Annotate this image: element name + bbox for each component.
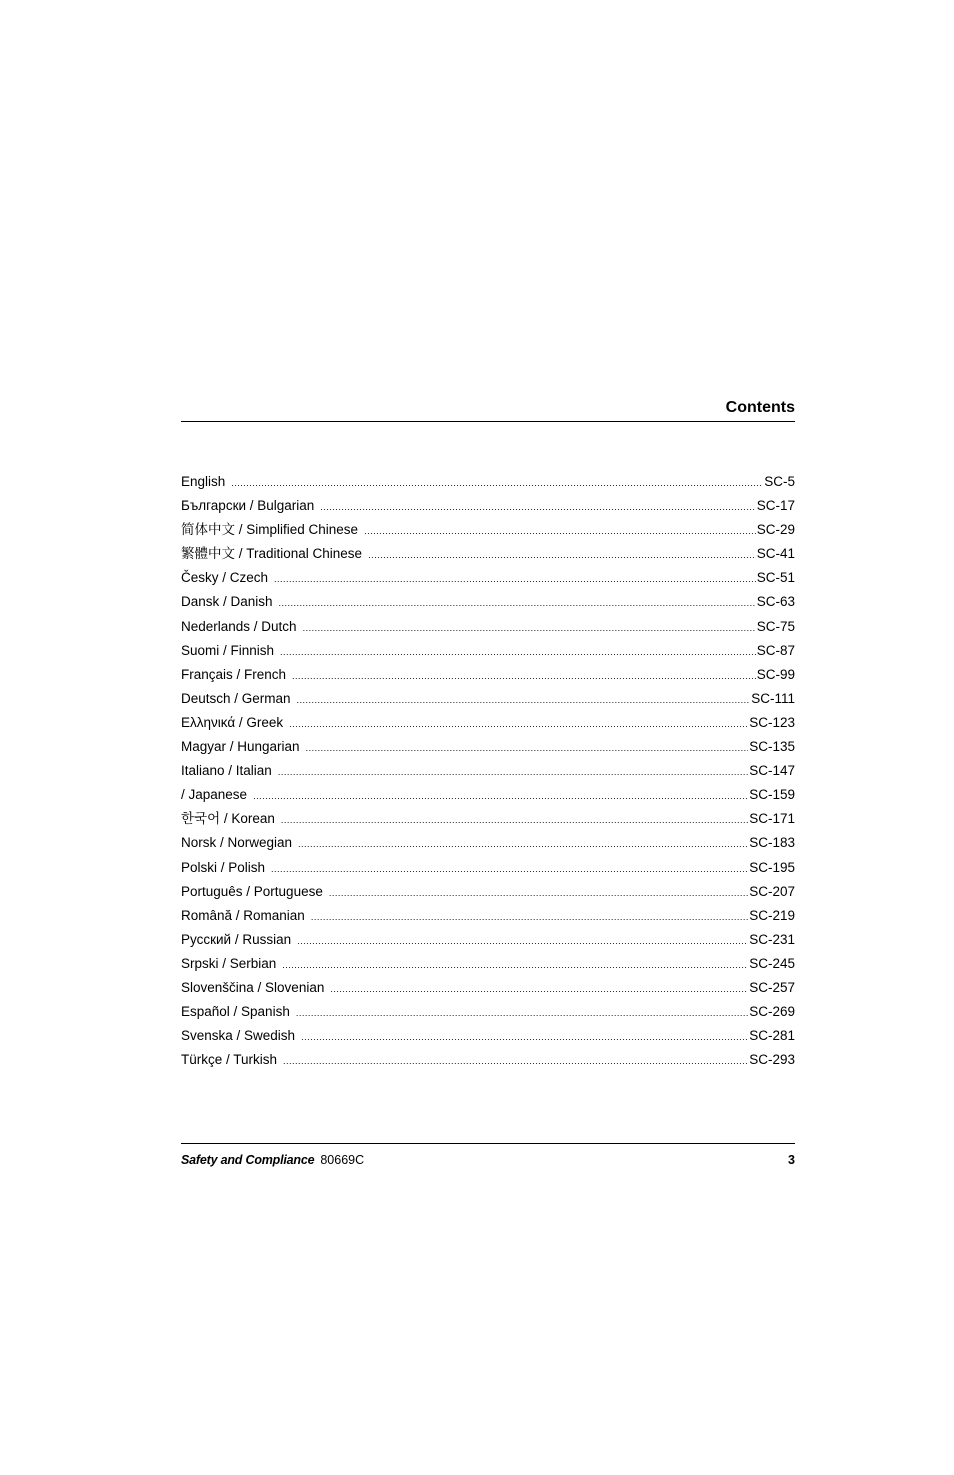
page-title: Contents <box>725 399 795 416</box>
toc-dot-leader <box>282 955 748 975</box>
toc-entry-page: SC-183 <box>749 835 795 851</box>
toc-dot-leader <box>329 883 748 903</box>
toc-entry-bulgarian[interactable] <box>181 496 795 520</box>
toc-entry-traditional-chinese[interactable] <box>181 544 795 568</box>
toc-dot-leader <box>330 979 748 999</box>
toc-entry-page: SC-159 <box>749 787 795 803</box>
toc-entry-label: Русский / Russian <box>181 931 292 947</box>
toc-entry-label: Magyar / Hungarian <box>181 739 300 755</box>
toc-entry-italian[interactable] <box>181 761 795 785</box>
toc-entry-page: SC-51 <box>756 570 795 586</box>
toc-entry-russian[interactable] <box>181 930 795 954</box>
toc-entry-label: Български / Bulgarian <box>181 498 315 514</box>
document-page <box>181 0 795 1475</box>
toc-entry-label: 简体中文 / Simplified Chinese <box>181 522 359 538</box>
toc-entry-page: SC-99 <box>756 666 795 682</box>
footer-document-title: Safety and Compliance <box>181 1153 315 1167</box>
toc-dot-leader <box>279 593 756 613</box>
toc-entry-label: Ελληνικά / Greek <box>181 714 284 730</box>
toc-entry-label: / Japanese <box>181 787 248 803</box>
toc-entry-japanese[interactable] <box>181 785 795 809</box>
toc-entry-swedish[interactable] <box>181 1026 795 1050</box>
toc-entry-page: SC-269 <box>749 1004 795 1020</box>
toc-entry-label: Español / Spanish <box>181 1004 290 1020</box>
toc-entry-page: SC-63 <box>756 594 795 610</box>
toc-dot-leader <box>320 497 755 517</box>
toc-entry-page: SC-41 <box>756 546 795 562</box>
toc-entry-label: Português / Portuguese <box>181 883 323 899</box>
toc-entry-slovenian[interactable] <box>181 978 795 1002</box>
toc-entry-label: Slovenščina / Slovenian <box>181 979 325 995</box>
toc-dot-leader <box>274 569 756 589</box>
toc-dot-leader <box>231 473 763 493</box>
toc-entry-label: Norsk / Norwegian <box>181 835 293 851</box>
toc-entry-label: Français / French <box>181 666 287 682</box>
toc-entry-label: Italiano / Italian <box>181 763 272 779</box>
toc-entry-label: Svenska / Swedish <box>181 1028 296 1044</box>
toc-entry-norwegian[interactable] <box>181 833 795 857</box>
toc-dot-leader <box>283 1051 748 1071</box>
toc-entry-page: SC-5 <box>764 474 795 489</box>
toc-entry-label: Srpski / Serbian <box>181 955 277 971</box>
toc-entry-label: Suomi / Finnish <box>181 642 275 658</box>
toc-entry-label: 繁體中文 / Traditional Chinese <box>181 546 363 562</box>
header-divider <box>181 421 795 422</box>
toc-entry-page: SC-87 <box>756 642 795 658</box>
toc-entry-page: SC-29 <box>756 522 795 538</box>
toc-dot-leader <box>296 1003 748 1023</box>
toc-entry-page: SC-147 <box>749 763 795 779</box>
toc-entry-page: SC-207 <box>749 883 795 899</box>
toc-entry-finnish[interactable] <box>181 641 795 665</box>
toc-entry-label: Deutsch / German <box>181 690 291 706</box>
toc-entry-turkish[interactable] <box>181 1050 795 1074</box>
toc-entry-page: SC-219 <box>749 907 795 923</box>
toc-entry-page: SC-17 <box>756 498 795 514</box>
toc-entry-polish[interactable] <box>181 858 795 882</box>
toc-dot-leader <box>301 1027 748 1047</box>
toc-entry-french[interactable] <box>181 665 795 689</box>
toc-dot-leader <box>253 786 748 806</box>
toc-entry-page: SC-195 <box>749 859 795 875</box>
table-of-contents <box>181 472 795 1074</box>
page-footer <box>181 1152 795 1168</box>
toc-entry-serbian[interactable] <box>181 954 795 978</box>
toc-entry-czech[interactable] <box>181 568 795 592</box>
toc-dot-leader <box>298 834 748 854</box>
toc-dot-leader <box>281 810 748 830</box>
toc-dot-leader <box>280 642 756 662</box>
toc-entry-label: Polski / Polish <box>181 859 266 875</box>
toc-entry-hungarian[interactable] <box>181 737 795 761</box>
toc-entry-label: Nederlands / Dutch <box>181 618 297 634</box>
toc-dot-leader <box>311 907 748 927</box>
toc-dot-leader <box>297 931 748 951</box>
toc-entry-page: SC-75 <box>756 618 795 634</box>
toc-entry-danish[interactable] <box>181 592 795 616</box>
toc-entry-spanish[interactable] <box>181 1002 795 1026</box>
toc-entry-portuguese[interactable] <box>181 882 795 906</box>
toc-dot-leader <box>297 690 751 710</box>
toc-entry-page: SC-281 <box>749 1028 795 1044</box>
toc-dot-leader <box>271 859 748 879</box>
toc-entry-label: Česky / Czech <box>181 570 269 586</box>
toc-entry-german[interactable] <box>181 689 795 713</box>
toc-entry-page: SC-245 <box>749 955 795 971</box>
toc-entry-page: SC-257 <box>749 979 795 995</box>
toc-entry-label: Română / Romanian <box>181 907 305 923</box>
toc-entry-page: SC-171 <box>749 811 795 827</box>
toc-dot-leader <box>368 545 756 565</box>
toc-dot-leader <box>364 521 756 541</box>
footer-document-code: 80669C <box>320 1153 365 1167</box>
toc-entry-page: SC-293 <box>749 1052 795 1068</box>
toc-entry-page: SC-123 <box>749 714 795 730</box>
toc-dot-leader <box>306 738 749 758</box>
toc-entry-label: Türkçe / Turkish <box>181 1052 278 1068</box>
toc-entry-page: SC-111 <box>751 690 795 706</box>
toc-entry-label: Dansk / Danish <box>181 594 273 610</box>
toc-entry-label: English <box>181 474 226 489</box>
footer-page-number: 3 <box>788 1153 795 1167</box>
footer-divider <box>181 1143 795 1144</box>
toc-entry-greek[interactable] <box>181 713 795 737</box>
toc-entry-korean[interactable] <box>181 809 795 833</box>
toc-dot-leader <box>292 666 756 686</box>
toc-dot-leader <box>303 618 756 638</box>
toc-dot-leader <box>289 714 748 734</box>
toc-entry-page: SC-135 <box>749 739 795 755</box>
toc-entry-english[interactable] <box>181 472 795 496</box>
toc-entry-page: SC-231 <box>749 931 795 947</box>
toc-entry-label: 한국어 / Korean <box>181 811 275 827</box>
toc-entry-dutch[interactable] <box>181 617 795 641</box>
toc-entry-simplified-chinese[interactable] <box>181 520 795 544</box>
toc-dot-leader <box>278 762 748 782</box>
toc-entry-romanian[interactable] <box>181 906 795 930</box>
